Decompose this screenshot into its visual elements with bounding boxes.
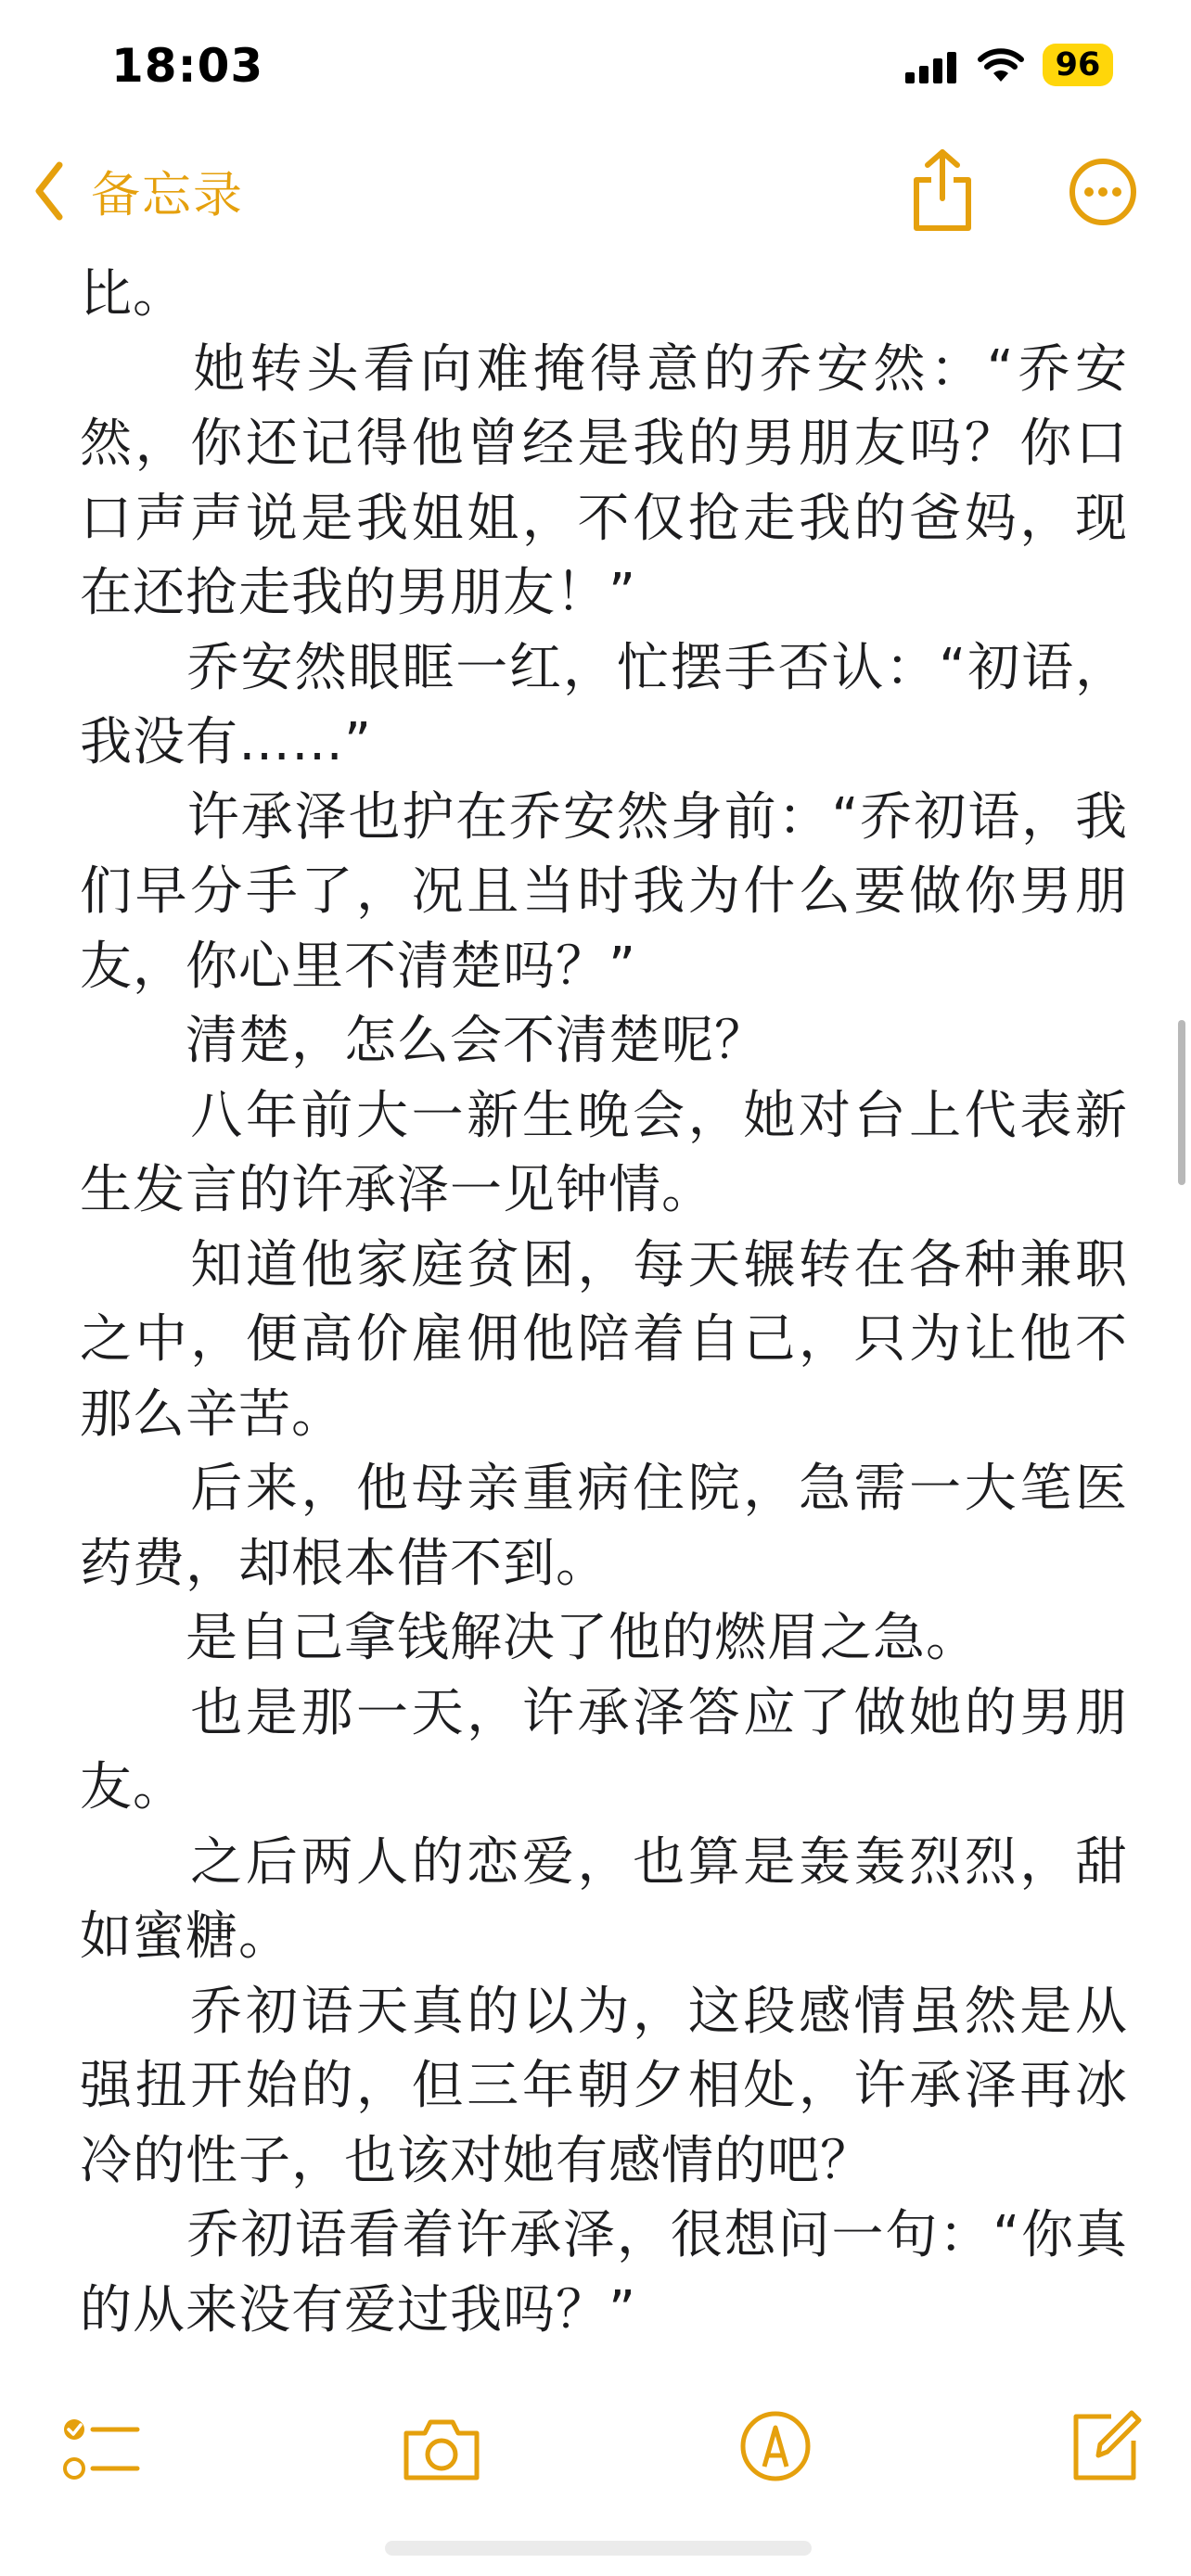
note-paragraph: 是自己拿钱解决了他的燃眉之急。 [80,1608,979,1668]
note-paragraph: 之后两人的恋爱，也算是轰轰烈烈，甜如蜜糖。 [80,1831,1128,1967]
note-paragraph: 乔初语看着许承泽，很想问一句：“你真的从来没有爱过我吗？” [80,2205,1128,2340]
bottom-toolbar [0,2374,1191,2576]
back-button-label: 备忘录 [91,167,244,223]
note-paragraph: 清楚，怎么会不清楚呢？ [80,1011,767,1071]
navigation-bar [0,139,1191,250]
camera-icon[interactable] [401,2417,482,2483]
battery-indicator: 96 [1043,44,1113,86]
note-paragraph: 她转头看向难掩得意的乔安然：“乔安然，你还记得他曾经是我的男朋友吗？你口口声声说是我姐姐，不仅抢走我的爸妈，现在还抢走我的男朋友！” [80,338,1128,623]
note-paragraph: 八年前大一新生晚会，她对台上代表新生发言的许承泽一见钟情。 [80,1085,1128,1220]
note-paragraph: 知道他家庭贫困，每天辗转在各种兼职之中，便高价雇佣他陪着自己，只为让他不那么辛苦。 [80,1234,1128,1445]
note-paragraph: 后来，他母亲重病住院，急需一大笔医药费，却根本借不到。 [80,1459,1128,1594]
cellular-signal-icon [905,52,957,83]
wifi-icon [977,48,1025,83]
scroll-indicator[interactable] [1178,1020,1185,1185]
status-bar [0,0,1191,139]
note-paragraph: 乔安然眼眶一红，忙摆手否认：“初语，我没有……” [80,637,1128,772]
note-paragraph: 许承泽也护在乔安然身前：“乔初语，我们早分手了，况且当时我为什么要做你男朋友，你心里不清楚吗？” [80,786,1128,997]
markup-pen-icon[interactable] [738,2409,813,2483]
note-paragraph: 也是那一天，许承泽答应了做她的男朋友。 [80,1682,1128,1817]
note-paragraph: 乔初语天真的以为，这段感情虽然是从强扭开始的，但三年朝夕相处，许承泽再冰冷的性子，也该对她有感情的吧？ [80,1981,1128,2191]
chevron-left-icon [33,161,65,221]
ellipsis-circle-icon[interactable] [1069,158,1137,226]
compose-icon[interactable] [1069,2407,1143,2483]
note-text-area[interactable] [80,258,1128,2372]
back-button[interactable] [33,154,244,228]
note-paragraph: 比。 [80,264,186,325]
share-icon[interactable] [909,148,976,232]
checklist-icon[interactable] [61,2413,141,2487]
status-time: 18:03 [111,39,264,93]
